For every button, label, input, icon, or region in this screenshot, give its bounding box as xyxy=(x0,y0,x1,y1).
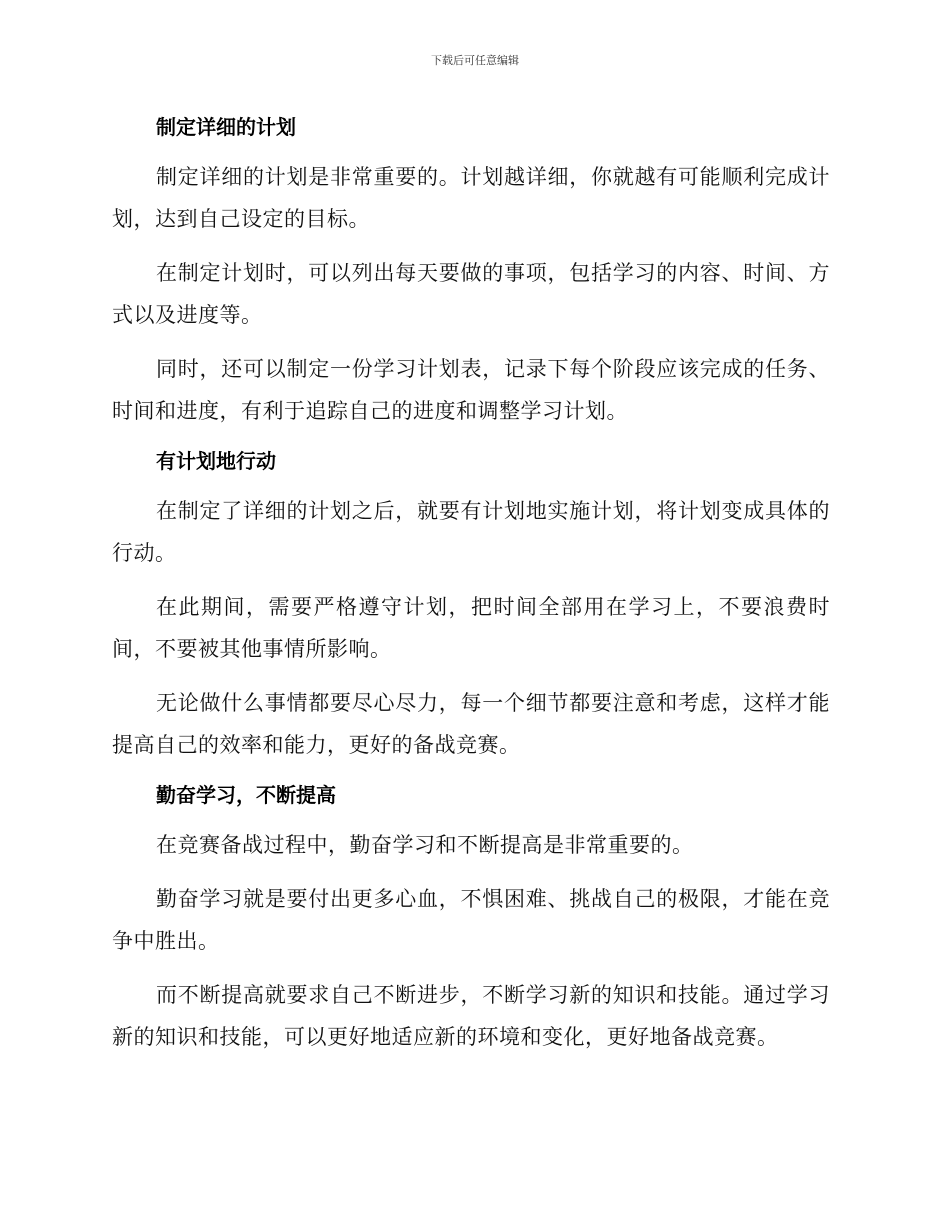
paragraph: 同时，还可以制定一份学习计划表，记录下每个阶段应该完成的任务、时间和进度，有利于追踪自己的进度和调整学习计划。 xyxy=(112,357,830,423)
document-body xyxy=(112,110,830,1070)
section-heading: 有计划地行动 xyxy=(156,449,276,473)
section-heading: 勤奋学习，不断提高 xyxy=(156,783,336,807)
page-header: 下载后可任意编辑 xyxy=(431,54,519,67)
paragraph: 而不断提高就要求自己不断进步，不断学习新的知识和技能。通过学习新的知识和技能，可以更好地适应新的环境和变化，更好地备战竞赛。 xyxy=(112,983,830,1049)
section-diligent-study xyxy=(112,778,830,1058)
section-planned-action xyxy=(112,444,830,766)
paragraph: 勤奋学习就是要付出更多心血，不惧困难、挑战自己的极限，才能在竞争中胜出。 xyxy=(112,887,830,953)
paragraph: 在制定计划时，可以列出每天要做的事项，包括学习的内容、时间、方式以及进度等。 xyxy=(112,261,830,327)
paragraph: 在制定了详细的计划之后，就要有计划地实施计划，将计划变成具体的行动。 xyxy=(112,499,830,565)
section-detailed-plan xyxy=(112,110,830,432)
paragraph: 制定详细的计划是非常重要的。计划越详细，你就越有可能顺利完成计划，达到自己设定的目标。 xyxy=(112,165,830,231)
paragraph: 在竞赛备战过程中，勤奋学习和不断提高是非常重要的。 xyxy=(156,833,694,857)
paragraph: 在此期间，需要严格遵守计划，把时间全部用在学习上，不要浪费时间，不要被其他事情所影响。 xyxy=(112,595,830,661)
section-heading: 制定详细的计划 xyxy=(156,115,296,139)
paragraph: 无论做什么事情都要尽心尽力，每一个细节都要注意和考虑，这样才能提高自己的效率和能力，更好的备战竞赛。 xyxy=(112,691,830,757)
